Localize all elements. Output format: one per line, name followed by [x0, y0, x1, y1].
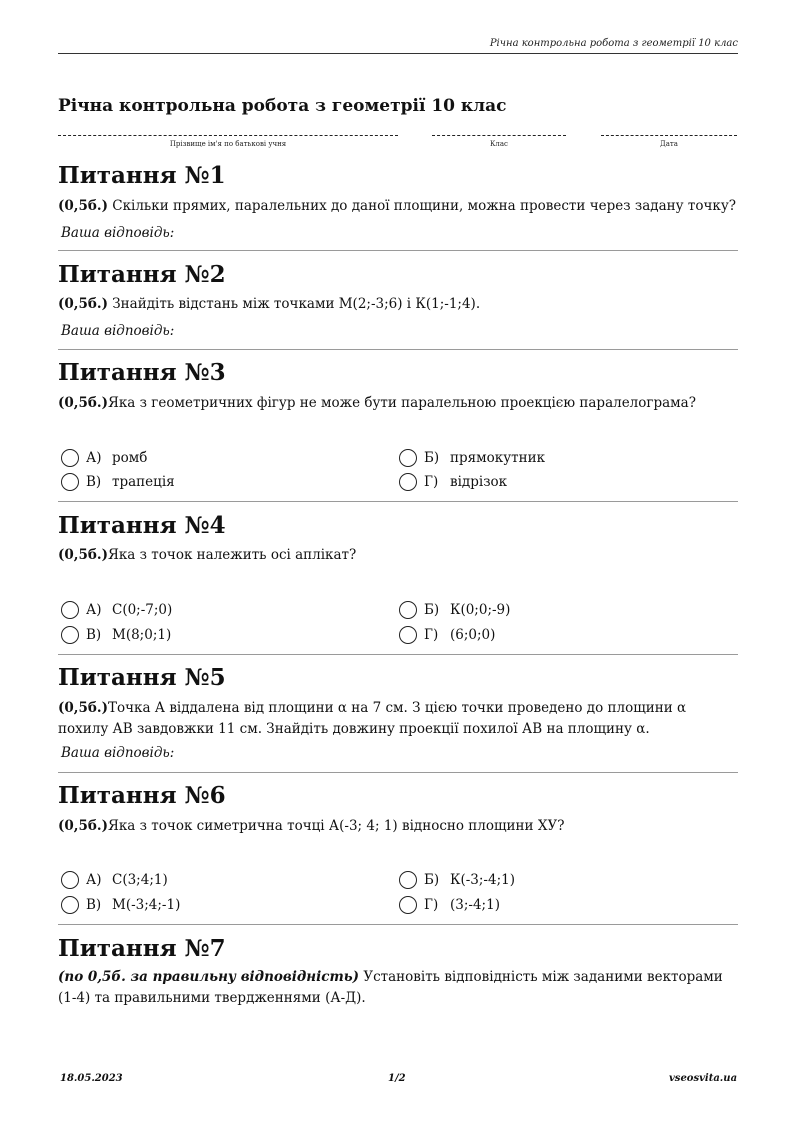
question-4-text — [58, 545, 738, 566]
radio-icon[interactable] — [399, 871, 417, 889]
question-4-option-c[interactable] — [61, 626, 171, 644]
option-text: С(3;4;1) — [112, 872, 168, 888]
option-letter: Г) — [424, 897, 439, 913]
question-1-points: (0,5б.) — [58, 198, 108, 214]
question-6-text — [58, 816, 738, 837]
option-text: (3;-4;1) — [450, 897, 500, 913]
question-4-body: Яка з точок належить осі аплікат? — [107, 547, 357, 563]
question-5-body: Точка А віддалена від площини α на 7 см. З цією точки проведено до площини α похилу АВ завдовжки 11 см. Знайдіть довжину проекції похилої АВ на площину α. — [58, 700, 687, 737]
question-3-option-b[interactable] — [399, 449, 545, 467]
question-4-option-a[interactable] — [61, 601, 172, 619]
option-letter: В) — [86, 627, 102, 643]
footer-date: 18.05.2023 — [60, 1073, 123, 1084]
option-text: К(-3;-4;1) — [450, 872, 515, 888]
question-4-divider — [58, 654, 738, 655]
student-name-line — [58, 128, 398, 136]
question-2-text — [58, 294, 738, 315]
option-letter: Б) — [424, 602, 440, 618]
question-5-text — [58, 698, 738, 740]
option-text: відрізок — [450, 474, 508, 490]
question-1-body: Скільки прямих, паралельних до даної площини, можна провести через задану точку? — [107, 198, 737, 214]
class-line — [432, 128, 566, 136]
question-7-points: (по 0,5б. за правильну відповідність) — [58, 969, 360, 985]
option-text: М(8;0;1) — [112, 627, 172, 643]
question-5-heading: Питання №5 — [58, 664, 226, 691]
question-4-heading: Питання №4 — [58, 512, 226, 539]
option-text: С(0;-7;0) — [112, 602, 173, 618]
radio-icon[interactable] — [61, 896, 79, 914]
option-letter: А) — [86, 602, 102, 618]
question-1-divider — [58, 250, 738, 251]
radio-icon[interactable] — [61, 449, 79, 467]
option-letter: А) — [86, 872, 102, 888]
question-4-points: (0,5б.) — [58, 547, 108, 563]
option-letter: Г) — [424, 627, 439, 643]
radio-icon[interactable] — [61, 601, 79, 619]
question-3-text — [58, 393, 738, 414]
question-3-points: (0,5б.) — [58, 395, 108, 411]
date-field[interactable] — [601, 128, 737, 148]
question-2-divider — [58, 349, 738, 350]
question-6-option-b[interactable] — [399, 871, 515, 889]
option-text: трапеція — [112, 474, 175, 490]
option-letter: В) — [86, 897, 102, 913]
footer-page-number: 1/2 — [388, 1073, 406, 1084]
class-field[interactable] — [432, 128, 566, 148]
question-5-answer-label: Ваша відповідь: — [61, 745, 175, 761]
question-6-option-c[interactable] — [61, 896, 180, 914]
question-4-option-b[interactable] — [399, 601, 510, 619]
question-2-points: (0,5б.) — [58, 296, 108, 312]
question-3-body: Яка з геометричних фігур не може бути паралельною проекцією паралелограма? — [107, 395, 696, 411]
question-2-answer-label: Ваша відповідь: — [61, 323, 175, 339]
radio-icon[interactable] — [399, 473, 417, 491]
question-3-option-c[interactable] — [61, 473, 175, 491]
question-6-body: Яка з точок симетрична точці А(-3; 4; 1) відносно площини ХУ? — [107, 818, 565, 834]
question-7-body: Установіть відповідність між заданими векторами (1-4) та правильними твердженнями (А-Д). — [58, 969, 723, 1006]
question-1-text — [58, 196, 738, 217]
question-3-divider — [58, 501, 738, 502]
question-2-heading: Питання №2 — [58, 261, 226, 288]
class-caption: Клас — [490, 140, 508, 148]
option-letter: Г) — [424, 474, 439, 490]
option-text: М(-3;4;-1) — [112, 897, 181, 913]
option-text: К(0;0;-9) — [450, 602, 511, 618]
radio-icon[interactable] — [61, 871, 79, 889]
option-letter: А) — [86, 450, 102, 466]
question-1-heading: Питання №1 — [58, 162, 226, 189]
footer-site[interactable]: vseosvita.ua — [669, 1073, 738, 1084]
radio-icon[interactable] — [399, 601, 417, 619]
question-1-answer-label: Ваша відповідь: — [61, 225, 175, 241]
date-caption: Дата — [660, 140, 678, 148]
radio-icon[interactable] — [399, 626, 417, 644]
question-3-option-a[interactable] — [61, 449, 147, 467]
student-name-field[interactable] — [58, 128, 398, 148]
option-letter: Б) — [424, 872, 440, 888]
question-7-heading: Питання №7 — [58, 935, 226, 962]
option-letter: Б) — [424, 450, 440, 466]
question-4-option-d[interactable] — [399, 626, 495, 644]
student-name-caption: Прізвище ім'я по батькові учня — [169, 140, 287, 148]
question-3-heading: Питання №3 — [58, 359, 226, 386]
radio-icon[interactable] — [61, 626, 79, 644]
date-line — [601, 128, 737, 136]
option-letter: В) — [86, 474, 102, 490]
question-3-option-d[interactable] — [399, 473, 507, 491]
question-6-points: (0,5б.) — [58, 818, 108, 834]
radio-icon[interactable] — [399, 896, 417, 914]
question-6-heading: Питання №6 — [58, 782, 226, 809]
document-title: Річна контрольна робота з геометрії 10 клас — [58, 96, 507, 116]
question-6-divider — [58, 924, 738, 925]
question-6-option-a[interactable] — [61, 871, 168, 889]
header-divider — [58, 53, 738, 54]
question-6-option-d[interactable] — [399, 896, 500, 914]
option-text: (6;0;0) — [450, 627, 496, 643]
option-text: прямокутник — [450, 450, 546, 466]
option-text: ромб — [112, 450, 148, 466]
running-header: Річна контрольна робота з геометрії 10 клас — [489, 38, 738, 49]
question-7-text — [58, 967, 738, 1009]
radio-icon[interactable] — [399, 449, 417, 467]
question-5-points: (0,5б.) — [58, 700, 108, 716]
question-2-body: Знайдіть відстань між точками М(2;-3;6) і К(1;-1;4). — [107, 296, 481, 312]
radio-icon[interactable] — [61, 473, 79, 491]
question-5-divider — [58, 772, 738, 773]
